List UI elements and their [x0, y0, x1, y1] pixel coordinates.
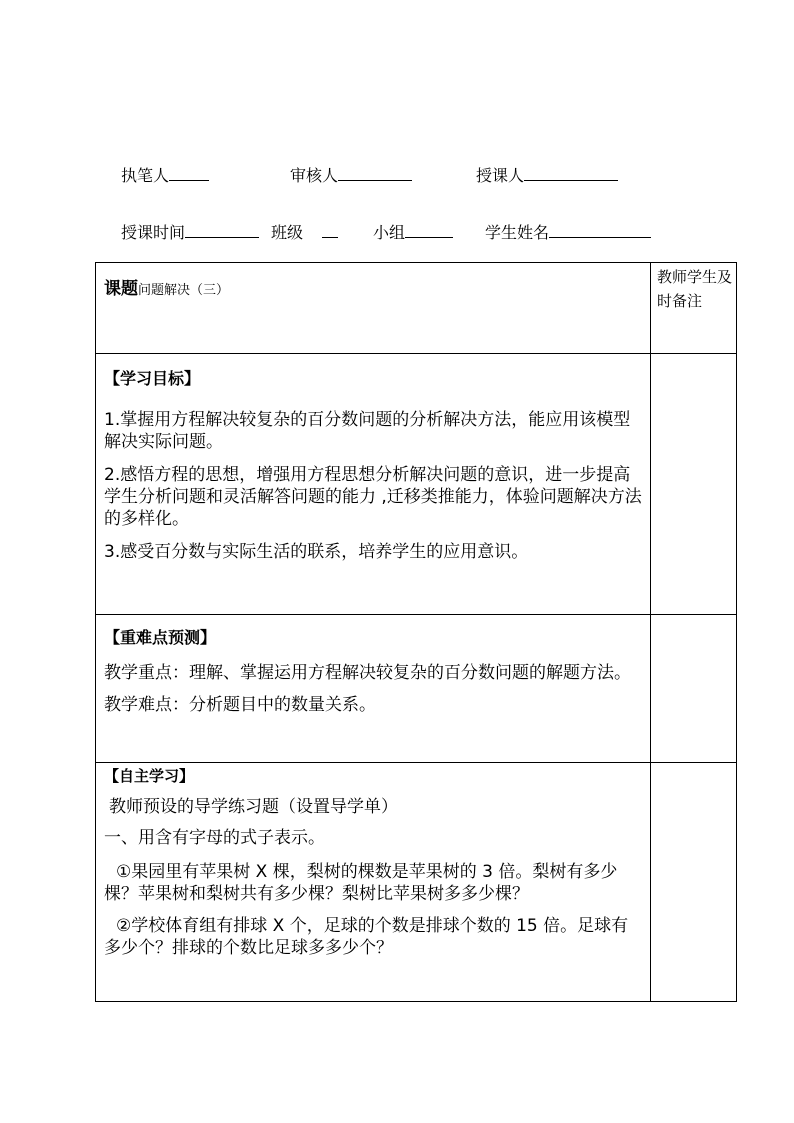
student-blank[interactable]: [549, 223, 651, 238]
objective-item: 1.掌握用方程解决较复杂的百分数问题的分析解决方法，能应用该模型解决实际问题。: [104, 410, 631, 452]
key-points-row: [96, 615, 737, 763]
objective-item: 2.感悟方程的思想，增强用方程思想分析解决问题的意识，进一步提高学生分析问题和灵活解答问题的能力 ,迁移类推能力，体验问题解决方法的多样化。: [104, 465, 642, 529]
reviewer-field: [290, 163, 412, 186]
topic-value: 问题解决（三）: [138, 283, 230, 298]
objectives-cell: [96, 354, 651, 615]
reviewer-blank[interactable]: [338, 166, 412, 181]
topic-row: [96, 263, 737, 354]
time-label: 授课时间: [121, 223, 186, 242]
side-note-header: 教师学生及时备注: [657, 268, 733, 310]
class-field: [271, 220, 338, 243]
teacher-blank[interactable]: [524, 166, 618, 181]
objectives-row: [96, 354, 737, 615]
class-label: 班级: [271, 223, 304, 242]
teaching-focus: 教学重点：理解、掌握运用方程解决较复杂的百分数问题的解题方法。: [104, 663, 631, 683]
self-study-intro: 教师预设的导学练习题（设置导学单）: [109, 797, 398, 817]
self-study-section: 一、用含有字母的式子表示。: [104, 828, 325, 848]
teaching-difficulty: 教学难点：分析题目中的数量关系。: [104, 695, 376, 715]
time-field: [121, 220, 259, 243]
student-label: 学生姓名: [485, 223, 550, 242]
self-study-note-cell[interactable]: [651, 763, 737, 1002]
reviewer-label: 审核人: [290, 166, 339, 185]
group-field: [373, 220, 453, 243]
key-points-cell: [96, 615, 651, 763]
writer-label: 执笔人: [121, 166, 170, 185]
side-note-cell: [651, 263, 737, 354]
question-2: ②学校体育组有排球 X 个，足球的个数是排球个数的 15 倍。足球有多少个？排球的个数比足球多多少个？: [104, 916, 629, 958]
student-field: [485, 220, 651, 243]
group-blank[interactable]: [405, 223, 453, 238]
writer-blank[interactable]: [169, 166, 209, 181]
topic-cell: [96, 263, 651, 354]
key-points-note-cell[interactable]: [651, 615, 737, 763]
objectives-note-cell[interactable]: [651, 354, 737, 615]
objective-item: 3.感受百分数与实际生活的联系，培养学生的应用意识。: [104, 542, 529, 562]
teacher-label: 授课人: [476, 166, 525, 185]
group-label: 小组: [373, 223, 406, 242]
self-study-heading: 【自主学习】: [104, 767, 195, 785]
teacher-field: [476, 163, 618, 186]
topic-label: 课题: [104, 279, 138, 299]
objectives-heading: 【学习目标】: [104, 369, 201, 388]
lesson-plan-table: [95, 262, 737, 1002]
self-study-row: [96, 763, 737, 1002]
self-study-cell: [96, 763, 651, 1002]
writer-field: [121, 163, 209, 186]
key-points-heading: 【重难点预测】: [104, 628, 217, 647]
time-blank[interactable]: [185, 223, 259, 238]
class-blank[interactable]: [322, 223, 338, 238]
question-1: ①果园里有苹果树 X 棵，梨树的棵数是苹果树的 3 倍。梨树有多少棵？苹果树和梨树共有多少棵？梨树比苹果树多多少棵？: [104, 862, 618, 904]
